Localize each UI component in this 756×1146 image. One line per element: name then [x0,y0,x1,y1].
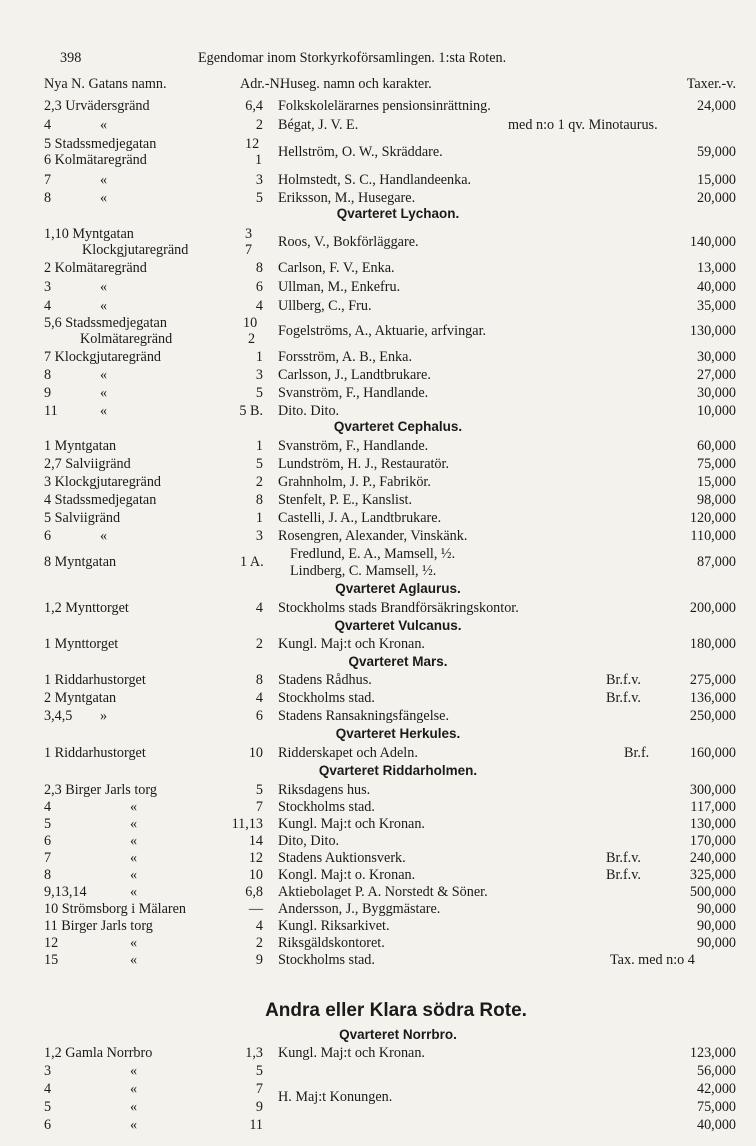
row-address: 2,7 Salviigränd [44,456,131,472]
quarter-heading: Qvarteret Norrbro. [339,1027,457,1042]
ditto-mark: « [130,816,138,832]
row-tax: 200,000 [689,600,736,616]
row-address: 7 [44,850,52,866]
quarter-heading: Qvarteret Herkules. [335,726,461,741]
row-address: 6 [44,1117,52,1133]
row-tax: 130,000 [689,323,736,339]
row-tax: 15,000 [696,474,736,490]
ditto-mark: « [130,1117,138,1133]
row-note: Br.f.v. [606,867,641,883]
row-owner: Dito. Dito. [278,403,340,419]
row-number: 6,8 [245,884,263,900]
row-address: 8 [44,190,52,206]
row-tax: 20,000 [696,190,736,206]
row-address: 8 Myntgatan [44,554,117,570]
row-number: 5 [255,782,263,798]
row-number: 2 [255,474,263,490]
rote-heading: Andra eller Klara södra Rote. [265,1000,527,1021]
row-address: 5 [44,816,52,832]
row-owner: Stockholms stad. [278,690,375,706]
row-note: Br.f. [624,745,650,761]
row-number: 9 [255,952,263,968]
ditto-mark: « [130,935,138,951]
row-address: 7 Klockgjutaregränd [44,349,162,365]
row-number: 1 [255,510,263,526]
row-address: 4 [44,1081,52,1097]
quarter-heading: Qvarteret Lychaon. [336,206,460,221]
row-number: 14 [248,833,263,849]
row-number: 5 [255,1063,263,1079]
row-tax: 170,000 [689,833,736,849]
row-address: 1,2 Gamla Norrbro [44,1045,153,1061]
row-tax: 117,000 [690,799,736,815]
page-number: 398 [60,50,82,66]
row-owner: Svanström, F., Handlande. [278,438,429,454]
property-row [0,598,756,618]
row-number: 12 [248,850,263,866]
row-number: 9 [255,1099,263,1115]
col-addr-no-header: Adr.-N. [240,76,284,92]
row-tax: 325,000 [689,867,736,883]
row-number: 4 [255,298,263,314]
ditto-mark: « [130,884,138,900]
property-row [0,508,756,528]
row-address: 8 [44,367,52,383]
row-owner: Ullberg, C., Fru. [278,298,372,314]
row-owner: Stockholms stad. [278,952,375,968]
row-tax: 136,000 [689,690,736,706]
row-address: 4 [44,298,52,314]
row-owner: Ullman, M., Enkefru. [278,279,401,295]
row-address: 6 [44,833,52,849]
row-tax: 15,000 [696,172,736,188]
property-row [0,544,756,580]
ditto-mark: « [130,1081,138,1097]
row-number: 2 [255,117,263,133]
row-owner: Forsström, A. B., Enka. [278,349,412,365]
quarter-heading: Qvarteret Mars. [348,654,448,669]
property-row [0,743,756,763]
property-row [0,706,756,726]
property-row [0,1115,756,1135]
row-number: 8 [255,260,263,276]
row-number: 6 [255,708,263,724]
ditto-mark: « [100,403,108,419]
row-owner: Holmstedt, S. C., Handlandeenka. [278,172,472,188]
row-address: 3 [44,1063,52,1079]
property-row [0,950,756,970]
row-number: 7 [255,799,263,815]
row-number: 1 [255,349,263,365]
property-row [0,454,756,474]
row-note: med n:o 1 qv. Minotaurus. [508,117,658,133]
row-tax: 56,000 [696,1063,736,1079]
row-owner: Roos, V., Bokförläggare. [278,234,419,250]
row-owner: Castelli, J. A., Landtbrukare. [278,510,442,526]
row-number: 4 [255,600,263,616]
row-number: — [248,901,263,917]
col-street-header: Nya N. Gatans namn. [44,76,167,92]
row-tax: 40,000 [696,279,736,295]
row-address: 11 [44,403,58,419]
property-row [0,347,756,367]
property-row [0,115,756,135]
row-owner: Eriksson, M., Husegare. [278,190,416,206]
row-owner: Kungl. Riksarkivet. [278,918,390,934]
row-address: 1 Mynttorget [44,636,119,652]
row-number: 11 [249,1117,263,1133]
row-note: Br.f.v. [606,672,641,688]
row-number: 5 [255,385,263,401]
ditto-mark: « [100,190,108,206]
row-tax: 140,000 [689,234,736,250]
quarter-heading: Qvarteret Vulcanus. [334,618,462,633]
row-note: Br.f.v. [606,690,641,706]
property-row [0,96,756,116]
row-note: Tax. med n:o 4 [610,952,695,968]
row-address: 12 [44,935,59,951]
ditto-mark: « [100,367,108,383]
row-tax: 35,000 [696,298,736,314]
row-number: 12 [245,136,260,152]
row-tax: 90,000 [696,935,736,951]
property-row [0,1043,756,1063]
row-number: 1 [255,438,263,454]
property-row [0,277,756,297]
row-owner: Hellström, O. W., Skräddare. [278,144,443,160]
property-row [0,383,756,403]
row-number: 10 [243,315,258,331]
row-tax: 75,000 [696,1099,736,1115]
row-tax: 87,000 [696,554,736,570]
ditto-mark: » [100,708,108,724]
row-owner: Kungl. Maj:t och Kronan. [278,816,425,832]
property-row [0,670,756,690]
row-number: 6,4 [245,98,263,114]
column-headers [0,74,756,94]
row-number: 4 [255,690,263,706]
row-address: 5,6 Stadssmedjegatan [44,315,167,331]
ditto-mark: « [100,298,108,314]
property-row [0,490,756,510]
row-address: 5 [44,1099,52,1115]
ditto-mark: « [130,1099,138,1115]
ditto-mark: « [130,952,138,968]
row-tax: 90,000 [696,918,736,934]
row-tax: 42,000 [696,1081,736,1097]
row-note: Br.f.v. [606,850,641,866]
row-number: 8 [255,492,263,508]
row-address: 2,3 Urvädersgränd [44,98,150,114]
ditto-mark: « [130,850,138,866]
ditto-mark: « [100,385,108,401]
ditto-mark: « [130,833,138,849]
page-title: Egendomar inom Storkyrkoförsamlingen. 1:sta Roten. [198,50,507,66]
row-number: 10 [248,745,263,761]
row-address: 4 [44,799,52,815]
property-row [0,170,756,190]
row-tax: 30,000 [696,349,736,365]
property-row [0,258,756,278]
row-owner: Riksgäldskontoret. [278,935,385,951]
row-number: 3 [255,528,263,544]
row-tax: 13,000 [696,260,736,276]
row-tax: 59,000 [696,144,736,160]
property-row [0,1079,756,1105]
row-owner: Fredlund, E. A., Mamsell, ½. [290,546,456,562]
row-number: 2 [255,636,263,652]
row-owner: Carlson, F. V., Enka. [278,260,395,276]
row-tax: 60,000 [696,438,736,454]
row-address: 4 Stadssmedjegatan [44,492,157,508]
row-address: 2 Kolmätaregränd [44,260,147,276]
row-number: 5 [255,456,263,472]
row-tax: 90,000 [696,901,736,917]
row-tax: 75,000 [696,456,736,472]
row-number-2: 2 [248,331,256,347]
row-owner: Bégat, J. V. E. [278,117,359,133]
row-address: 15 [44,952,59,968]
row-owner: Kongl. Maj:t o. Kronan. [278,867,416,883]
property-row [0,1097,756,1117]
row-owner: Rosengren, Alexander, Vinskänk. [278,528,468,544]
row-address: 5 Salviigränd [44,510,121,526]
row-tax: 275,000 [689,672,736,688]
row-tax: 120,000 [689,510,736,526]
row-number: 4 [255,918,263,934]
property-row [0,436,756,456]
row-address: 1,10 Myntgatan [44,226,134,242]
ditto-mark: « [130,867,138,883]
row-number: 3 [255,367,263,383]
row-address: 7 [44,172,52,188]
row-number-2: 1 [255,152,263,168]
row-owner: Fogelströms, A., Aktuarie, arfvingar. [278,323,487,339]
row-owner: Stadens Auktionsverk. [278,850,406,866]
row-tax: 27,000 [696,367,736,383]
running-header [0,48,756,68]
ditto-mark: « [100,172,108,188]
row-tax: 24,000 [696,98,736,114]
row-tax: 130,000 [689,816,736,832]
row-number: 3 [245,226,253,242]
row-number: 6 [255,279,263,295]
quarter-heading: Qvarteret Aglaurus. [335,581,461,596]
row-address: 1 Riddarhustorget [44,745,146,761]
row-address: 2,3 Birger Jarls torg [44,782,157,798]
row-owner: Andersson, J., Byggmästare. [278,901,441,917]
col-tax-header: Taxer.-v. [686,76,736,92]
row-owner: Riksdagens hus. [278,782,371,798]
row-tax: 180,000 [689,636,736,652]
property-row [0,472,756,492]
row-address: 1 Riddarhustorget [44,672,146,688]
property-row [0,134,756,170]
row-number: 3 [255,172,263,188]
row-number: 1 A. [240,554,264,570]
property-row [0,634,756,654]
row-address: 9,13,14 [44,884,87,900]
row-owner: Stockholms stads Brandförsäkringskontor. [278,600,519,616]
row-owner: Kungl. Maj:t och Kronan. [278,1045,425,1061]
row-address: 10 Strömsborg i Mälaren [44,901,186,917]
row-tax: 10,000 [696,403,736,419]
property-row [0,224,756,260]
row-number: 5 [255,190,263,206]
row-tax: 300,000 [689,782,736,798]
row-address-2: Klockgjutaregränd [82,242,189,258]
row-tax: 40,000 [696,1117,736,1133]
ditto-mark: « [100,117,108,133]
quarter-heading: Qvarteret Cephalus. [333,419,463,434]
row-owner: Svanström, F., Handlande. [278,385,429,401]
row-address: 2 Myntgatan [44,690,117,706]
ditto-mark: « [130,799,138,815]
row-address-2: 6 Kolmätaregränd [44,152,147,168]
row-address: 8 [44,867,52,883]
row-owner: Stenfelt, P. E., Kanslist. [278,492,412,508]
row-tax: 98,000 [696,492,736,508]
row-owner: Carlsson, J., Landtbrukare. [278,367,431,383]
row-owner: H. Maj:t Konungen. [278,1089,393,1105]
row-address: 5 Stadssmedjegatan [44,136,157,152]
row-address: 3 [44,279,52,295]
row-number: 8 [255,672,263,688]
row-owner: Folkskolelärarnes pensionsinrättning. [278,98,491,114]
property-row [0,688,756,708]
row-address: 1,2 Mynttorget [44,600,129,616]
row-number: 11,13 [231,816,263,832]
row-address: 9 [44,385,52,401]
row-owner: Stadens Rådhus. [278,672,372,688]
row-address: 3,4,5 [44,708,73,724]
quarter-heading: Qvarteret Riddarholmen. [318,763,478,778]
row-owner: Stockholms stad. [278,799,375,815]
row-owner: Grahnholm, J. P., Fabrikör. [278,474,431,490]
row-address: 11 Birger Jarls torg [44,918,153,934]
ditto-mark: « [100,528,108,544]
col-owner-header: Huseg. namn och karakter. [280,76,432,92]
row-owner: Aktiebolaget P. A. Norstedt & Söner. [278,884,488,900]
row-address: 4 [44,117,52,133]
row-owner: Ridderskapet och Adeln. [278,745,418,761]
row-number: 5 B. [239,403,263,419]
row-number: 1,3 [245,1045,263,1061]
row-tax: 110,000 [690,528,736,544]
row-owner-2: Lindberg, C. Mamsell, ½. [290,563,437,579]
row-number: 7 [255,1081,263,1097]
property-row [0,526,756,546]
property-row [0,313,756,349]
row-owner: Stadens Ransakningsfängelse. [278,708,450,724]
property-row [0,365,756,385]
ditto-mark: « [130,1063,138,1079]
property-row [0,1061,756,1081]
row-number: 2 [255,935,263,951]
row-address: 1 Myntgatan [44,438,117,454]
row-number-2: 7 [245,242,253,258]
row-address-2: Kolmätaregränd [80,331,173,347]
row-tax: 30,000 [696,385,736,401]
row-owner: Dito, Dito. [278,833,340,849]
row-owner: Lundström, H. J., Restauratör. [278,456,450,472]
row-tax: 123,000 [689,1045,736,1061]
row-tax: 160,000 [689,745,736,761]
ditto-mark: « [100,279,108,295]
row-tax: 500,000 [689,884,736,900]
row-address: 6 [44,528,52,544]
row-address: 3 Klockgjutaregränd [44,474,162,490]
row-tax: 250,000 [689,708,736,724]
row-number: 10 [248,867,263,883]
row-tax: 240,000 [689,850,736,866]
row-owner: Kungl. Maj:t och Kronan. [278,636,425,652]
